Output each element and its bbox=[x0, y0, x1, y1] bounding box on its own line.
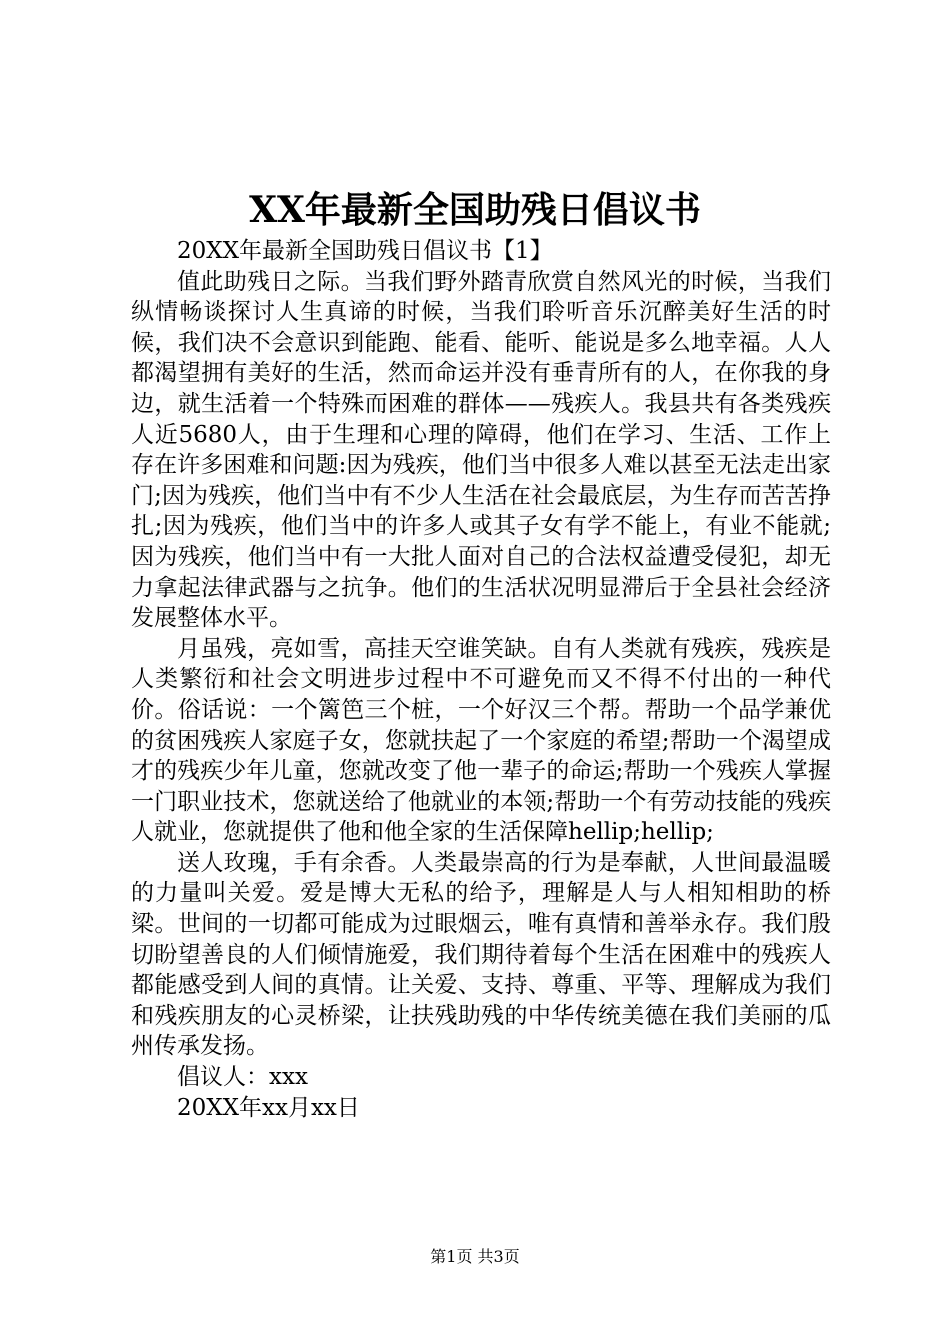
page-number-footer: 第1页 共3页 bbox=[430, 1247, 520, 1266]
document-body bbox=[131, 236, 831, 1123]
date-line: 20XX年xx月xx日 bbox=[177, 1094, 360, 1121]
paragraph-2: 月虽残，亮如雪，高挂天空谁笑缺。自有人类就有残疾，残疾是人类繁衍和社会文明进步过程中不可避免而又不得不付出的一种代价。俗话说：一个篱笆三个桩，一个好汉三个帮。帮助一个品学兼优的贫困残疾人家庭子女，您就扶起了一个家庭的希望;帮助一个渴望成才的残疾少年儿童，您就改变了他一辈子的命运;帮助一个残疾人掌握一门职业技术，您就送给了他就业的本领;帮助一个有劳动技能的残疾人就业，您就提供了他和他全家的生活保障hellip;hellip; bbox=[131, 635, 831, 846]
paragraph-1: 值此助残日之际。当我们野外踏青欣赏自然风光的时候，当我们纵情畅谈探讨人生真谛的时候，当我们聆听音乐沉醉美好生活的时候，我们决不会意识到能跑、能看、能听、能说是多么地幸福。人人都渴望拥有美好的生活，然而命运并没有垂青所有的人，在你我的身边，就生活着一个特殊而困难的群体——残疾人。我县共有各类残疾人近5680人，由于生理和心理的障碍，他们在学习、生活、工作上存在许多困难和问题:因为残疾，他们当中很多人难以甚至无法走出家门;因为残疾，他们当中有不少人生活在社会最底层，为生存而苦苦挣扎;因为残疾，他们当中的许多人或其子女有学不能上，有业不能就;因为残疾，他们当中有一大批人面对自己的合法权益遭受侵犯，却无力拿起法律武器与之抗争。他们的生活状况明显滞后于全县社会经济发展整体水平。 bbox=[131, 268, 831, 632]
paragraph-3: 送人玫瑰，手有余香。人类最崇高的行为是奉献，人世间最温暖的力量叫关爱。爱是博大无私的给予，理解是人与人相知相助的桥梁。世间的一切都可能成为过眼烟云，唯有真情和善举永存。我们殷切盼望善良的人们倾情施爱，我们期待着每个生活在困难中的残疾人都能感受到人间的真情。让关爱、支持、尊重、平等、理解成为我们和残疾朋友的心灵桥梁，让扶残助残的中华传统美德在我们美丽的瓜州传承发扬。 bbox=[131, 849, 831, 1060]
signer-line: 倡议人：xxx bbox=[177, 1064, 308, 1091]
document-subtitle: 20XX年最新全国助残日倡议书【1】 bbox=[177, 238, 553, 264]
document-title: XX年最新全国助残日倡议书 bbox=[249, 189, 701, 231]
